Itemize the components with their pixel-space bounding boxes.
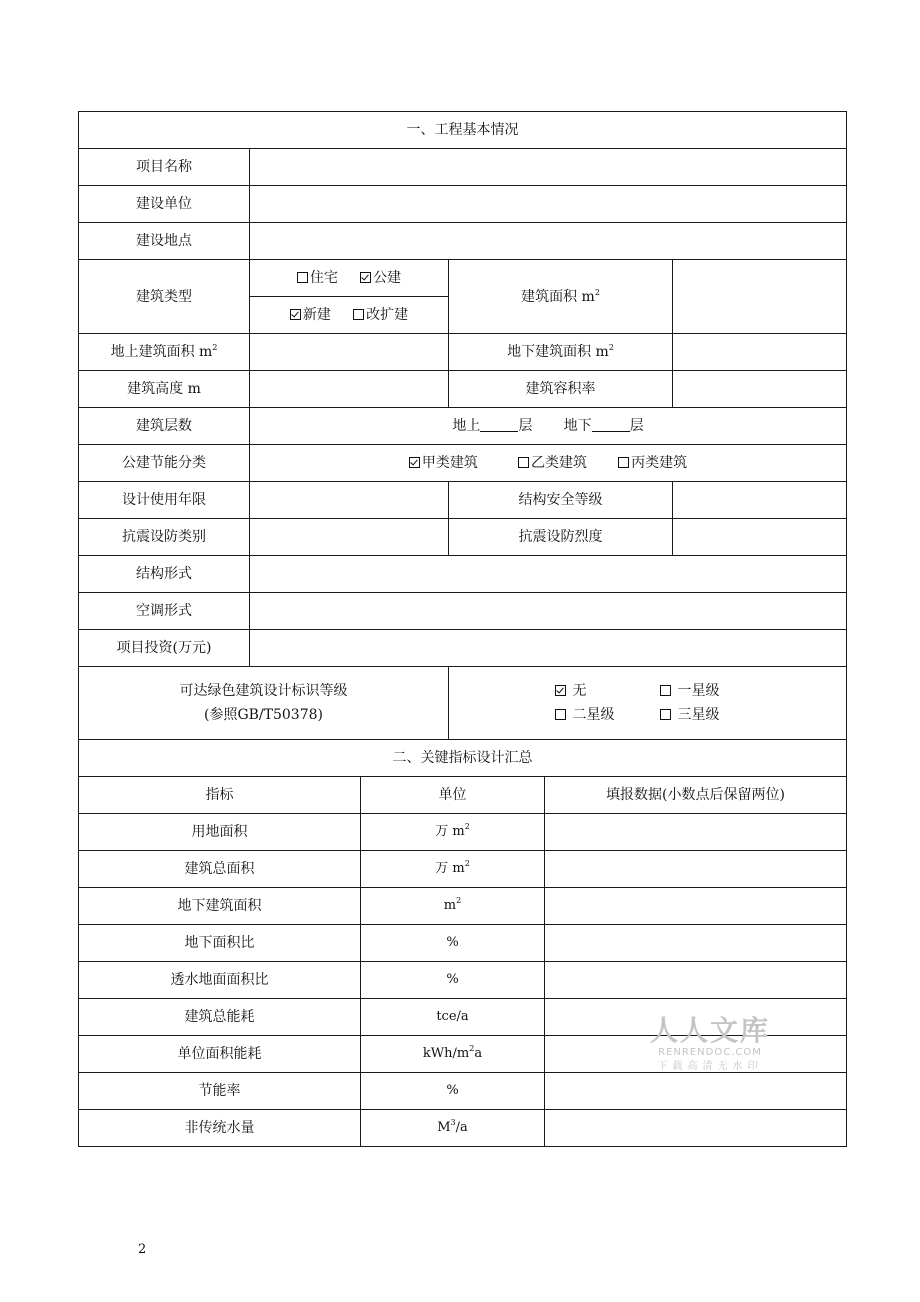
level-3-option[interactable]: 三星级 bbox=[660, 706, 740, 724]
far-field[interactable] bbox=[673, 371, 847, 408]
indicator-value-field[interactable] bbox=[545, 1073, 847, 1110]
below-area-field[interactable] bbox=[673, 334, 847, 371]
renovation-option[interactable]: 改扩建 bbox=[353, 306, 408, 324]
key-indicator-table bbox=[78, 739, 847, 1147]
height-field[interactable] bbox=[250, 371, 449, 408]
new-build-option[interactable]: 新建 bbox=[290, 306, 331, 324]
floors-field: 地上 层 地下 层 bbox=[250, 408, 847, 445]
indicator-name: 单位面积能耗 bbox=[79, 1036, 361, 1073]
indicator-name: 透水地面面积比 bbox=[79, 962, 361, 999]
area-field[interactable] bbox=[673, 260, 847, 334]
energy-class-options bbox=[250, 445, 847, 482]
indicator-unit: % bbox=[361, 925, 545, 962]
class-b-option[interactable]: 乙类建筑 bbox=[518, 454, 587, 472]
indicator-unit: $M^3/a$ bbox=[361, 1110, 545, 1147]
project-name-field[interactable] bbox=[250, 149, 847, 186]
indicator-name: 地下建筑面积 bbox=[79, 888, 361, 925]
indicator-rows bbox=[79, 814, 847, 1147]
area-label: 建筑面积 $m^2$ bbox=[449, 260, 673, 334]
building-type-label: 建筑类型 bbox=[79, 260, 250, 334]
location-label: 建设地点 bbox=[79, 223, 250, 260]
table-row bbox=[79, 888, 847, 925]
location-field[interactable] bbox=[250, 223, 847, 260]
col-unit-header: 单位 bbox=[361, 777, 545, 814]
indicator-value-field[interactable] bbox=[545, 925, 847, 962]
investment-field[interactable] bbox=[250, 630, 847, 667]
table-row bbox=[79, 1110, 847, 1147]
investment-label: 项目投资(万元) bbox=[79, 630, 250, 667]
above-area-field[interactable] bbox=[250, 334, 449, 371]
indicator-value-field[interactable] bbox=[545, 851, 847, 888]
level-1-checkbox-icon[interactable] bbox=[660, 685, 671, 696]
safety-level-label: 结构安全等级 bbox=[449, 482, 673, 519]
indicator-unit: % bbox=[361, 1073, 545, 1110]
new-build-checkbox-icon[interactable] bbox=[290, 309, 301, 320]
page-number: 2 bbox=[138, 1242, 147, 1257]
class-c-checkbox-icon[interactable] bbox=[618, 457, 629, 468]
indicator-unit: tce/a bbox=[361, 999, 545, 1036]
below-area-label: 地下建筑面积 $m^2$ bbox=[449, 334, 673, 371]
public-option[interactable]: 公建 bbox=[360, 269, 401, 287]
building-use-options bbox=[250, 260, 449, 297]
level-2-checkbox-icon[interactable] bbox=[555, 709, 566, 720]
indicator-value-field[interactable] bbox=[545, 1110, 847, 1147]
seismic-intensity-field[interactable] bbox=[673, 519, 847, 556]
green-ref-text: (参照GB/T50378) bbox=[204, 707, 323, 723]
level-none-option[interactable]: 无 bbox=[555, 682, 660, 700]
design-life-field[interactable] bbox=[250, 482, 449, 519]
floors-label: 建筑层数 bbox=[79, 408, 250, 445]
green-level-options bbox=[449, 667, 847, 740]
green-label-cell bbox=[79, 667, 449, 740]
level-3-checkbox-icon[interactable] bbox=[660, 709, 671, 720]
indicator-name: 地下面积比 bbox=[79, 925, 361, 962]
seismic-category-label: 抗震设防类别 bbox=[79, 519, 250, 556]
seismic-category-field[interactable] bbox=[250, 519, 449, 556]
indicator-value-field[interactable] bbox=[545, 814, 847, 851]
table-row bbox=[79, 814, 847, 851]
class-b-checkbox-icon[interactable] bbox=[518, 457, 529, 468]
indicator-name: 建筑总面积 bbox=[79, 851, 361, 888]
seismic-intensity-label: 抗震设防烈度 bbox=[449, 519, 673, 556]
indicator-name: 用地面积 bbox=[79, 814, 361, 851]
residential-option[interactable]: 住宅 bbox=[297, 269, 338, 287]
indicator-name: 建筑总能耗 bbox=[79, 999, 361, 1036]
table-row bbox=[79, 851, 847, 888]
far-label: 建筑容积率 bbox=[449, 371, 673, 408]
level-2-option[interactable]: 二星级 bbox=[555, 706, 660, 724]
structure-field[interactable] bbox=[250, 556, 847, 593]
height-label: 建筑高度 m bbox=[79, 371, 250, 408]
table-row bbox=[79, 962, 847, 999]
table-row bbox=[79, 1073, 847, 1110]
design-life-label: 设计使用年限 bbox=[79, 482, 250, 519]
watermark-logo: 人人文库 RENRENDOC.COM 下载高清无水印 bbox=[649, 1014, 770, 1072]
below-floors-input[interactable] bbox=[592, 417, 630, 432]
indicator-unit: $m^2$ bbox=[361, 888, 545, 925]
indicator-value-field[interactable] bbox=[545, 962, 847, 999]
above-area-label: 地上建筑面积 $m^2$ bbox=[79, 334, 250, 371]
section1-title: 一、工程基本情况 bbox=[79, 112, 847, 149]
indicator-unit: % bbox=[361, 962, 545, 999]
basic-info-table bbox=[78, 111, 847, 740]
col-data-header: 填报数据(小数点后保留两位) bbox=[545, 777, 847, 814]
builder-label: 建设单位 bbox=[79, 186, 250, 223]
indicator-unit: kWh/$m^2a$ bbox=[361, 1036, 545, 1073]
indicator-value-field[interactable] bbox=[545, 888, 847, 925]
class-a-option[interactable]: 甲类建筑 bbox=[409, 454, 478, 472]
table-row bbox=[79, 925, 847, 962]
indicator-unit: 万 $m^2$ bbox=[361, 851, 545, 888]
residential-checkbox-icon[interactable] bbox=[297, 272, 308, 283]
col-indicator-header: 指标 bbox=[79, 777, 361, 814]
structure-label: 结构形式 bbox=[79, 556, 250, 593]
level-1-option[interactable]: 一星级 bbox=[660, 682, 740, 700]
safety-level-field[interactable] bbox=[673, 482, 847, 519]
level-none-checkbox-icon[interactable] bbox=[555, 685, 566, 696]
green-label-text: 可达绿色建筑设计标识等级 bbox=[179, 683, 348, 699]
form-sheet bbox=[78, 111, 846, 1147]
public-checkbox-icon[interactable] bbox=[360, 272, 371, 283]
hvac-field[interactable] bbox=[250, 593, 847, 630]
indicator-unit: 万 $m^2$ bbox=[361, 814, 545, 851]
class-a-checkbox-icon[interactable] bbox=[409, 457, 420, 468]
hvac-label: 空调形式 bbox=[79, 593, 250, 630]
energy-class-label: 公建节能分类 bbox=[79, 445, 250, 482]
above-floors-input[interactable] bbox=[480, 417, 518, 432]
indicator-name: 非传统水量 bbox=[79, 1110, 361, 1147]
renovation-checkbox-icon[interactable] bbox=[353, 309, 364, 320]
project-name-label: 项目名称 bbox=[79, 149, 250, 186]
indicator-name: 节能率 bbox=[79, 1073, 361, 1110]
construction-options bbox=[250, 297, 449, 334]
section2-title: 二、关键指标设计汇总 bbox=[79, 740, 847, 777]
builder-field[interactable] bbox=[250, 186, 847, 223]
class-c-option[interactable]: 丙类建筑 bbox=[618, 454, 687, 472]
